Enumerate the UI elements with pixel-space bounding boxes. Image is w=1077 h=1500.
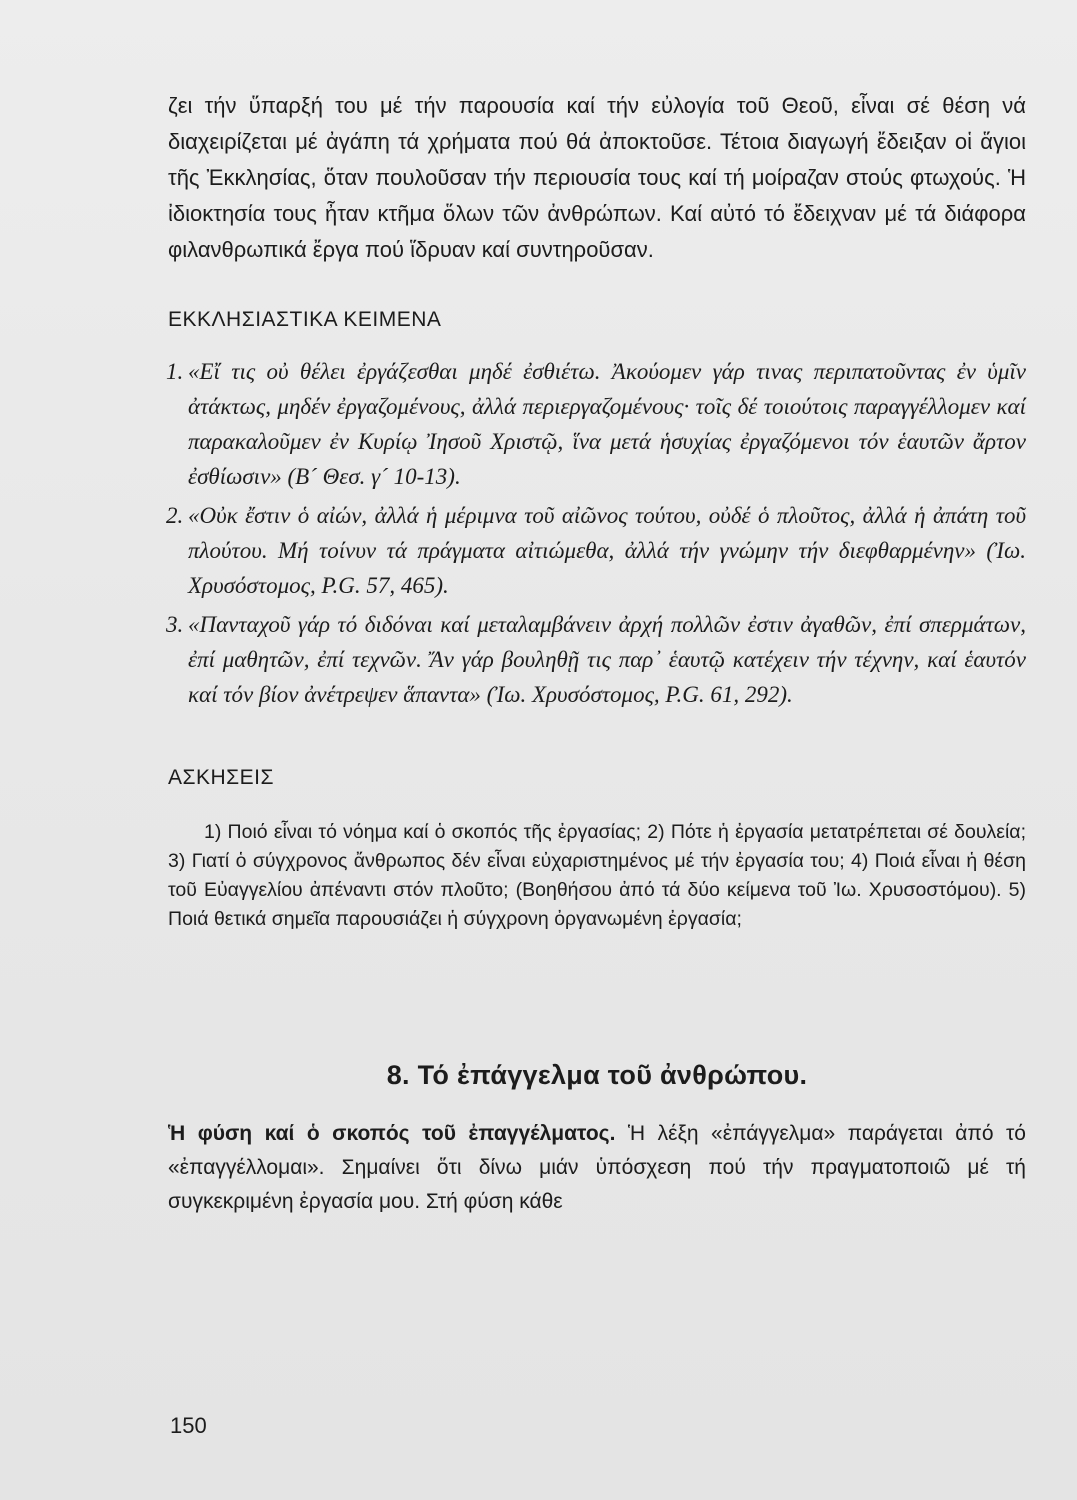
- quote-text: «Οὐκ ἔστιν ὁ αἰών, ἀλλά ἡ μέριμνα τοῦ αἰῶνος τούτου, οὐδέ ὁ πλοῦτος, ἀλλά ἡ ἀπάτη τοῦ πλούτου. Μή τοίνυν τά πράγματα αἰτιώμεθα, ἀλλά τήν γνώμην τήν διεφθαρμένην» (Ἰω. Χρυσόστομος, P.G. 57, 465).: [188, 503, 1026, 598]
- quote-number: 1.: [166, 359, 184, 384]
- texts-heading: ΕΚΚΛΗΣΙΑΣΤΙΚΑ ΚΕΙΜΕΝΑ: [168, 308, 442, 331]
- page-content: [168, 88, 1026, 1219]
- quotes-list: [168, 354, 1026, 712]
- quote-item-3: [168, 607, 1026, 712]
- quote-text: «Εἴ τις οὐ θέλει ἐργάζεσθαι μηδέ ἐσθιέτω. Ἀκούομεν γάρ τινας περιπατοῦντας ἐν ὑμῖν ἀτάκτως, μηδέν ἐργαζομένους, ἀλλά περιεργαζομένους· τοῖς δέ τοιούτοις παραγγέλλομεν καί παρακαλοῦμεν ἐν Κυρίῳ Ἰησοῦ Χριστῷ, ἵνα μετά ἡσυχίας ἐργαζόμενοι τόν ἑαυτῶν ἄρτον ἐσθίωσιν» (Β´ Θεσ. γ´ 10-13).: [188, 359, 1026, 489]
- quote-text: «Πανταχοῦ γάρ τό διδόναι καί μεταλαμβάνειν ἀρχή πολλῶν ἐστιν ἀγαθῶν, ἐπί σπερμάτων, ἐπί μαθητῶν, ἐπί τεχνῶν. Ἄν γάρ βουληθῇ τις παρ᾽ ἑαυτῷ κατέχειν τήν τέχνην, καί ἑαυτόν καί τόν βίον ἀνέτρεψεν ἅπαντα» (Ἰω. Χρυσόστομος, P.G. 61, 292).: [188, 612, 1026, 707]
- quote-item-1: [168, 354, 1026, 494]
- chapter-paragraph: [168, 1117, 1026, 1219]
- quote-number: 2.: [166, 503, 184, 528]
- exercises-text: 1) Ποιό εἶναι τό νόημα καί ὁ σκοπός τῆς ἐργασίας; 2) Πότε ἡ ἐργασία μετατρέπεται σέ δουλεία; 3) Γιατί ὁ σύγχρονος ἄνθρωπος δέν εἶναι εὐχαριστημένος μέ τήν ἐργασία του; 4) Ποιά εἶναι ἡ θέση τοῦ Εὐαγγελίου ἀπέναντι στόν πλοῦτο; (Βοηθήσου ἀπό τά δύο κείμενα τοῦ Ἰω. Χρυσοστόμου). 5) Ποιά θετικά σημεῖα παρουσιάζει ἡ σύγχρονη ὀργανωμένη ἐργασία;: [168, 821, 1026, 930]
- intro-paragraph: ζει τήν ὕπαρξή του μέ τήν παρουσία καί τήν εὐλογία τοῦ Θεοῦ, εἶναι σέ θέση νά διαχειρίζεται μέ ἀγάπη τά χρήματα πού θά ἀποκτοῦσε. Τέτοια διαγωγή ἔδειξαν οἱ ἅγιοι τῆς Ἐκκλησίας, ὅταν πουλοῦσαν τήν περιουσία τους καί τή μοίραζαν στούς φτωχούς. Ἡ ἰδιοκτησία τους ἦταν κτῆμα ὅλων τῶν ἀνθρώπων. Καί αὐτό τό ἔδειχναν μέ τά διάφορα φιλανθρωπικά ἔργα πού ἵδρυαν καί συντηροῦσαν.: [168, 93, 1026, 262]
- exercises-heading: ΑΣΚΗΣΕΙΣ: [168, 766, 274, 789]
- chapter-text: Ἡ λέξη «ἐπάγγελμα» παράγεται ἀπό τό «ἐπαγγέλλομαι». Σημαίνει ὅτι δίνω μιάν ὑπόσχεση πού τήν πραγματοποιῶ μέ τή συγκεκριμένη ἐργασία μου. Στή φύση κάθε: [168, 1122, 1026, 1213]
- page-number: 150: [170, 1413, 207, 1438]
- chapter-title: 8. Τό ἐπάγγελμα τοῦ ἀνθρώπου.: [386, 1060, 808, 1090]
- chapter-lead: Ἡ φύση καί ὁ σκοπός τοῦ ἐπαγγέλματος.: [168, 1122, 616, 1145]
- quote-number: 3.: [166, 612, 184, 637]
- quote-item-2: [168, 498, 1026, 603]
